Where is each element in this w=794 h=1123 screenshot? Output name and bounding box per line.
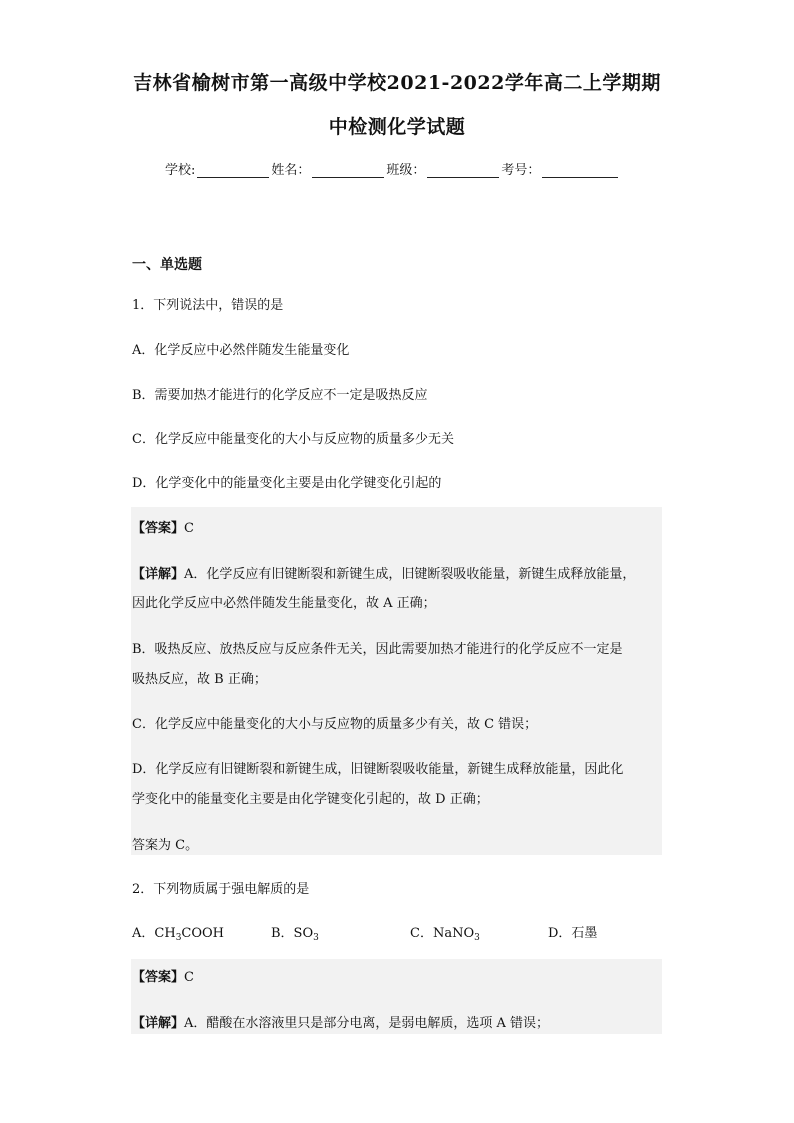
- option-a-prefix: A．CH: [132, 926, 176, 941]
- option-b-prefix: B．SO: [271, 926, 314, 941]
- name-blank: [312, 163, 384, 178]
- option-c-subscript: 3: [474, 933, 480, 943]
- document-title-line-2: 中检测化学试题: [328, 116, 466, 138]
- school-label: 学校:: [165, 163, 196, 178]
- document-title-line-1: 吉林省榆树市第一高级中学校2021-2022学年高二上学期期: [133, 72, 661, 94]
- detail-tag: 【详解】: [132, 567, 185, 582]
- question-1-option-d: D．化学变化中的能量变化主要是由化学键变化引起的: [132, 476, 442, 491]
- class-label: 班级：: [386, 163, 426, 178]
- question-2-answer: [132, 966, 194, 985]
- class-blank: [427, 163, 499, 178]
- option-b-subscript: 3: [313, 933, 319, 943]
- answer-tag: 【答案】: [132, 521, 185, 536]
- name-label: 姓名：: [271, 163, 311, 178]
- question-2-option-c: [410, 922, 480, 943]
- question-1-answer: [132, 517, 194, 536]
- question-1-detail-d-line-2: 学变化中的能量变化主要是由化学键变化引起的，故 D 正确；: [132, 792, 489, 807]
- section-heading: 一、单选题: [132, 257, 202, 273]
- exam-number-label: 考号：: [501, 163, 541, 178]
- question-1-stem: 1．下列说法中，错误的是: [132, 298, 284, 313]
- detail-tag: 【详解】: [132, 1016, 185, 1031]
- question-2-option-b: [271, 922, 319, 943]
- option-c-prefix: C．NaNO: [410, 926, 475, 941]
- question-1-detail-b-line-2: 吸热反应，故 B 正确；: [132, 672, 267, 687]
- question-2-stem: 2．下列物质属于强电解质的是: [132, 882, 310, 897]
- detail-text: A．化学反应有旧键断裂和新键生成，旧键断裂吸收能量，新键生成释放能量，: [184, 567, 636, 582]
- question-1-option-c: C．化学反应中能量变化的大小与反应物的质量多少无关: [132, 432, 454, 447]
- question-1-detail-d-line-1: D．化学反应有旧键断裂和新键生成，旧键断裂吸收能量，新键生成释放能量，因此化: [132, 762, 624, 777]
- student-info-row: [165, 159, 620, 178]
- question-2-option-d: D．石墨: [548, 926, 598, 941]
- question-1-option-a: A．化学反应中必然伴随发生能量变化: [132, 343, 350, 358]
- option-a-subscript: 3: [175, 933, 182, 943]
- question-1-detail-a-line-1: [132, 563, 635, 582]
- question-1-conclusion: 答案为 C。: [132, 838, 199, 853]
- question-1-detail-c: C．化学反应中能量变化的大小与反应物的质量多少有关，故 C 错误；: [132, 717, 538, 732]
- question-1-option-b: B．需要加热才能进行的化学反应不一定是吸热反应: [132, 388, 428, 403]
- answer-value: C: [184, 521, 194, 536]
- school-blank: [197, 163, 269, 178]
- question-1-detail-a-line-2: 因此化学反应中必然伴随发生能量变化，故 A 正确；: [132, 596, 436, 611]
- question-2-detail-a: [132, 1012, 549, 1031]
- question-2-option-a: [132, 922, 224, 943]
- exam-number-blank: [542, 163, 618, 178]
- question-1-detail-b-line-1: B．吸热反应、放热反应与反应条件无关，因此需要加热才能进行的化学反应不一定是: [132, 642, 623, 657]
- answer-value: C: [184, 970, 194, 985]
- detail-text: A．醋酸在水溶液里只是部分电离，是弱电解质，选项 A 错误；: [184, 1016, 550, 1031]
- answer-tag: 【答案】: [132, 970, 185, 985]
- option-a-suffix: COOH: [181, 926, 225, 941]
